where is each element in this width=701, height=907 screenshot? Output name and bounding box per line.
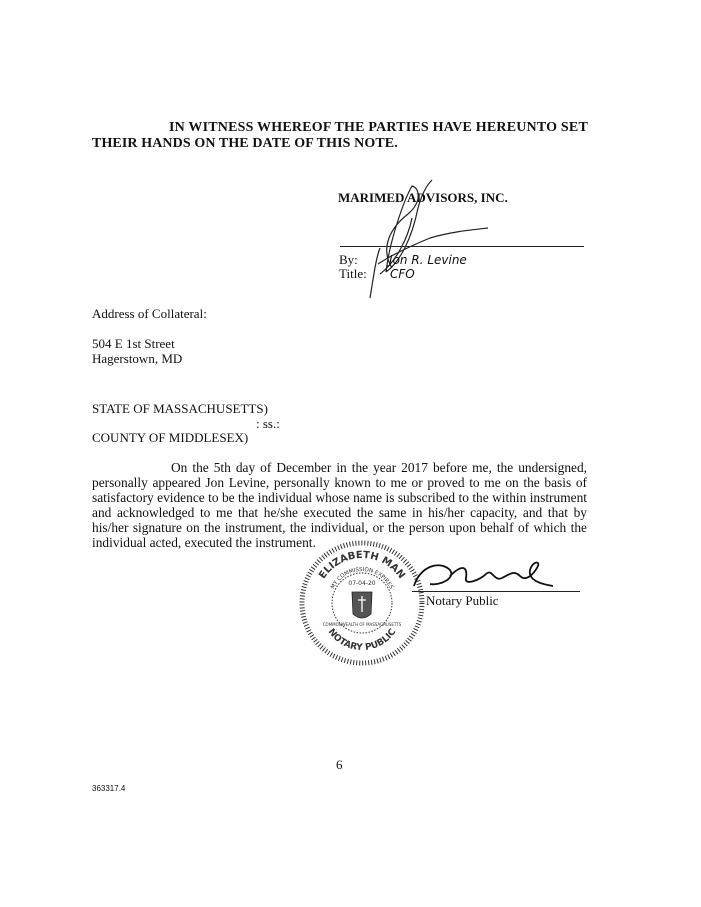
title-handwritten: CFO <box>389 267 415 281</box>
jurat-paragraph-text: On the 5th day of December in the year 2017 before me, the undersigned, personally appeared Jon Levine, personally known to me or proved to me on the basis of satisfactory evidence to be the individual whose name is subscribed to the within instrument and acknowledged to me that he/she executed the same in his/her capacity, and that by his/her signature on the instrument, the individual, or the person upon behalf of which the individual acted, executed the instrument. <box>92 460 587 550</box>
seal-name: ELIZABETH MAN <box>317 549 407 581</box>
jurat-state: STATE OF MASSACHUSETTS) <box>92 401 268 416</box>
collateral-city: Hagerstown, MD <box>92 351 183 366</box>
jurat-county: COUNTY OF MIDDLESEX) <box>92 430 249 445</box>
notary-public-label: Notary Public <box>426 593 499 608</box>
document-number: 363317.4 <box>92 784 126 793</box>
seal-commonwealth: COMMONWEALTH OF MASSACHUSETTS <box>322 622 402 627</box>
by-handwritten-name: Jon R. Levine <box>389 253 467 267</box>
page-number: 6 <box>336 757 343 772</box>
seal-commission: MY COMMISSION EXPIRES <box>330 566 394 591</box>
jurat-ss: : ss.: <box>256 416 280 431</box>
by-label: By: <box>339 252 358 267</box>
notary-signature-line <box>412 591 580 592</box>
collateral-label: Address of Collateral: <box>92 306 207 321</box>
title-label: Title: <box>339 266 367 281</box>
title-line <box>339 266 415 282</box>
notary-seal <box>297 538 427 668</box>
signature-line <box>340 246 584 247</box>
jurat-paragraph <box>92 460 587 550</box>
notary-signature-scribble <box>410 556 555 596</box>
company-name: MARIMED ADVISORS, INC. <box>338 190 508 205</box>
coat-of-arms-icon <box>352 592 372 618</box>
seal-footer: NOTARY PUBLIC <box>325 627 399 654</box>
notary-seal-graphic <box>297 538 427 668</box>
witness-clause-line-2: THEIR HANDS ON THE DATE OF THIS NOTE. <box>92 136 398 151</box>
collateral-street: 504 E 1st Street <box>92 336 175 351</box>
witness-clause-line-1: IN WITNESS WHEREOF THE PARTIES HAVE HEREUNTO SET <box>169 120 588 135</box>
seal-date: 07-04-20 <box>348 580 376 587</box>
